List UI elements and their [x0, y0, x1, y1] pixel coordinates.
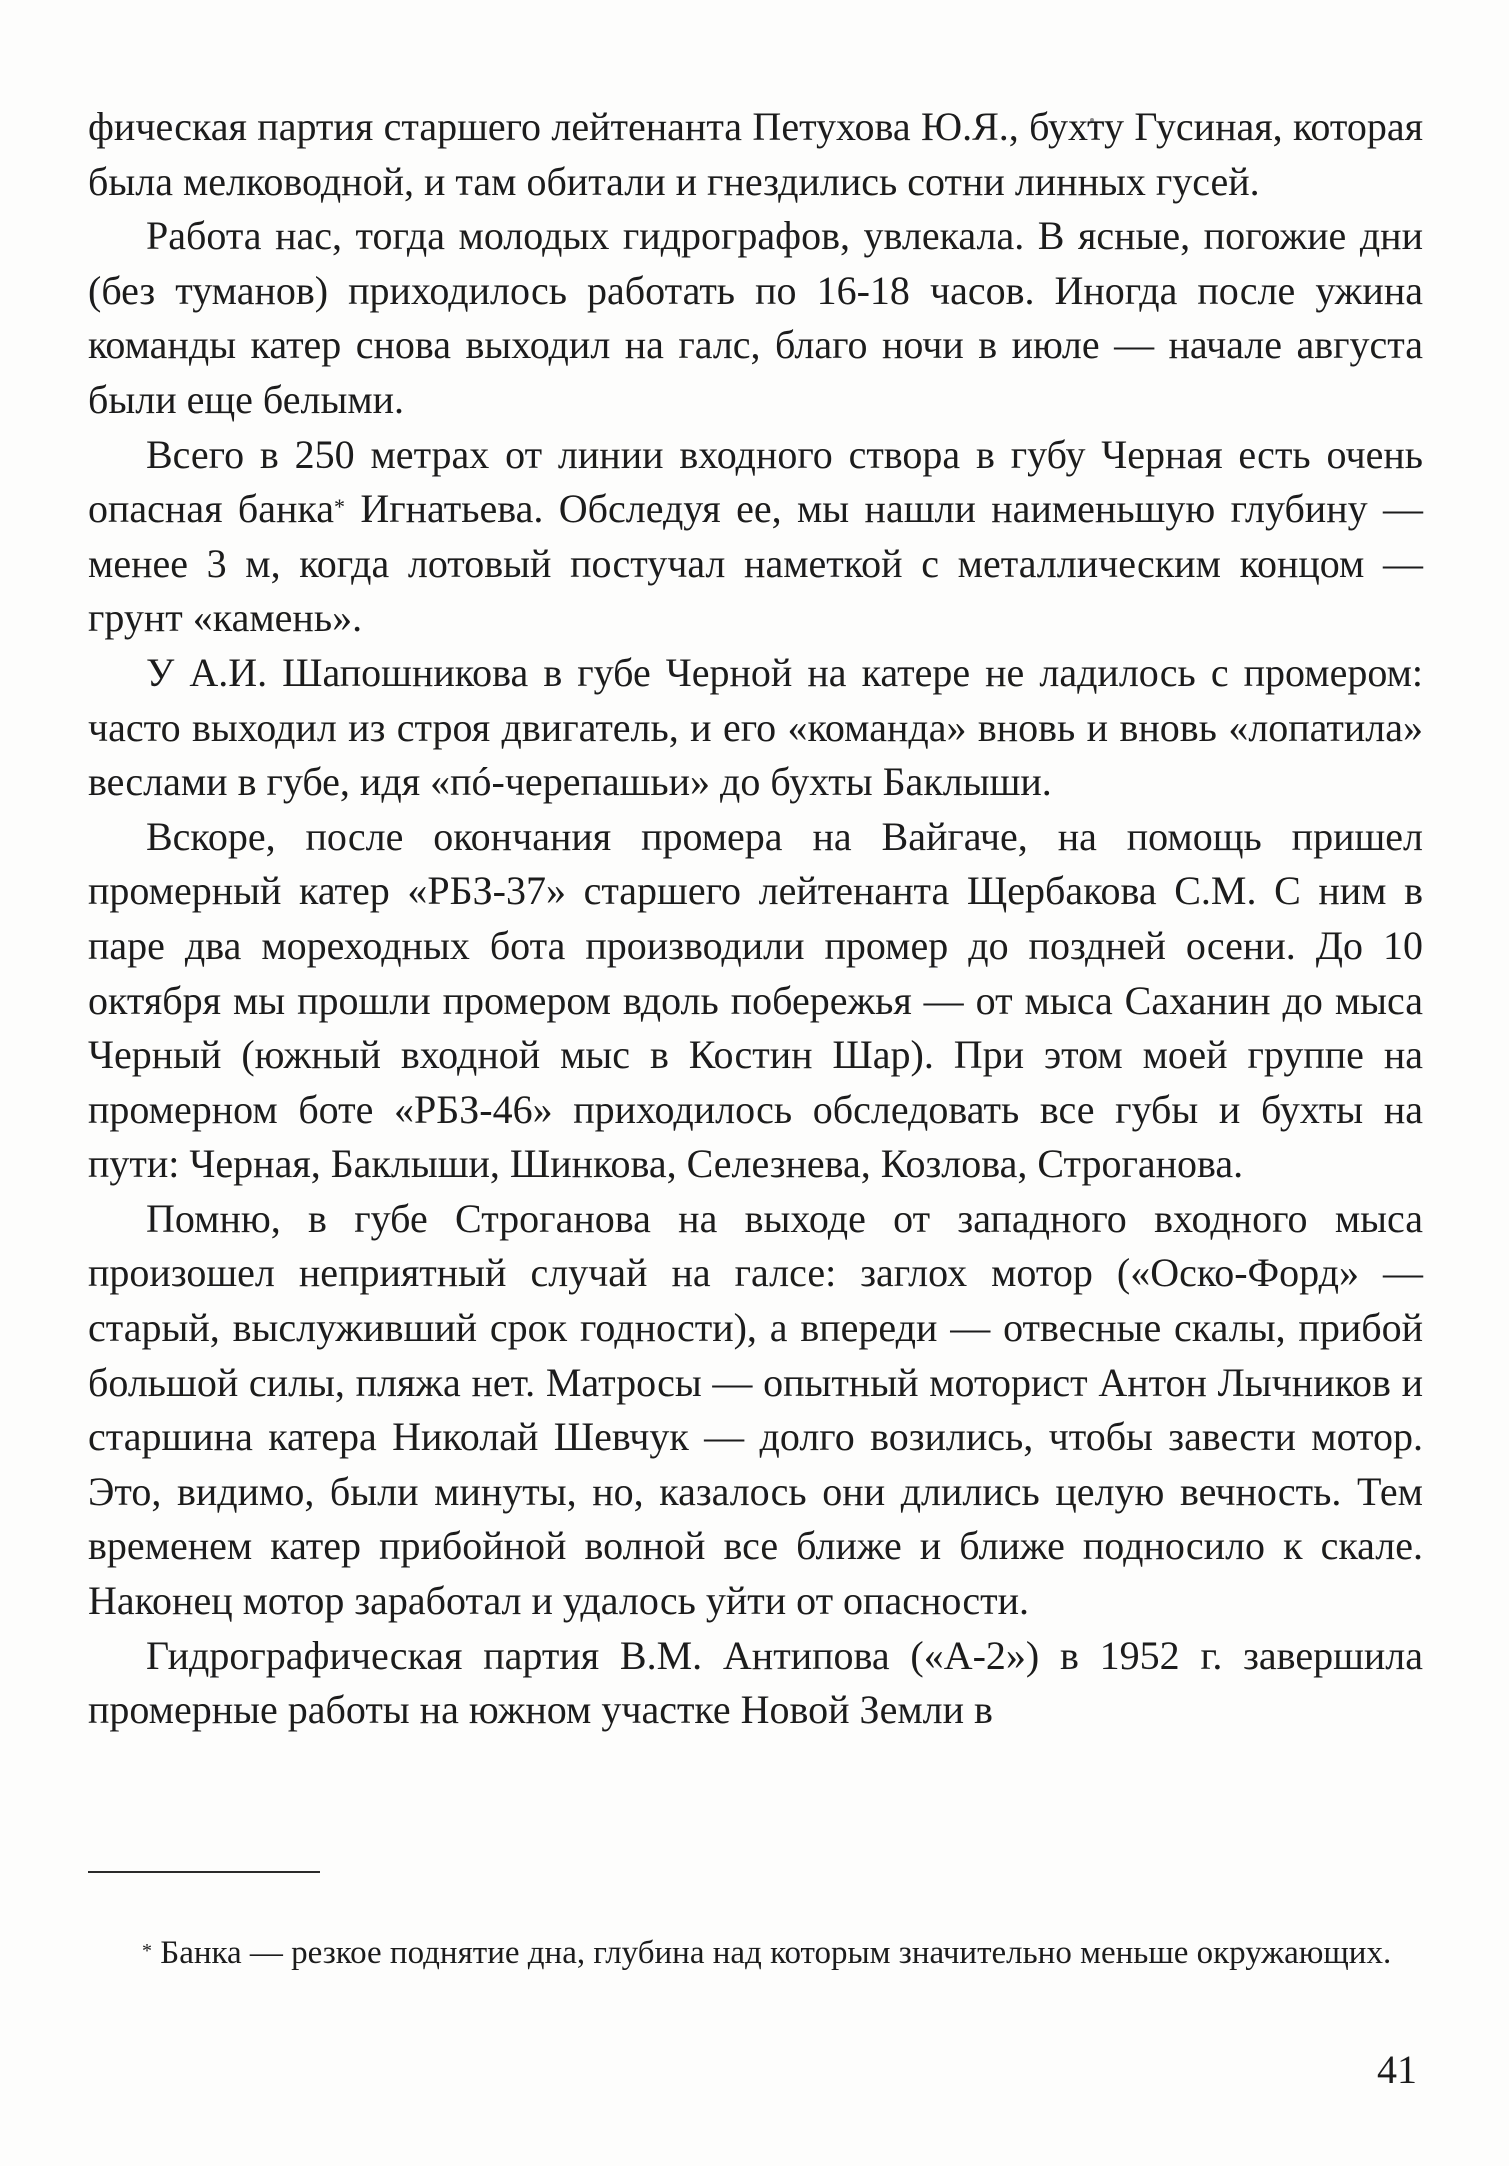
paragraph	[88, 646, 1423, 810]
footnote-text: Банка — резкое поднятие дна, глубина над которым значительно меньше окружающих.	[152, 1935, 1392, 1971]
paragraph	[88, 100, 1423, 209]
paragraph-text: Всего в 250 метрах от линии входного створа в губу Черная есть очень опасная банка	[88, 431, 1423, 532]
paragraph	[88, 428, 1423, 646]
paragraph-text: Работа нас, тогда молодых гидрографов, увлекала. В ясные, погожие дни (без туманов) приходилось работать по 16-18 часов. Иногда после ужина команды катер снова выходил на галс, благо ночи в июле — начале августа были еще белыми.	[88, 213, 1423, 422]
paragraph-text: Вскоре, после окончания промера на Вайгаче, на помощь пришел промерный катер «РБЗ-37» старшего лейтенанта Щербакова С.М. С ним в паре два мореходных бота производили промер до поздней осени. До 10 октября мы прошли промером вдоль побережья — от мыса Саханин до мыса Черный (южный входной мыс в Костин Шар). При этом моей группе на промерном боте «РБЗ-46» приходилось обследовать все губы и бухты на пути: Черная, Баклыши, Шинкова, Селезнева, Козлова, Строганова.	[88, 813, 1423, 1187]
paragraph	[88, 810, 1423, 1192]
footnote-divider	[88, 1871, 320, 1873]
paragraph-text: фическая партия старшего лейтенанта Петухова Ю.Я., бухту Гусиная, которая была мелководной, и там обитали и гнездились сотни линных гусей.	[88, 104, 1423, 204]
page-number: 41	[1377, 2047, 1417, 2092]
body-text	[88, 100, 1423, 1738]
paragraph-text: У А.И. Шапошникова в губе Черной на катере не ладилось с промером: часто выходил из строя двигатель, и его «команда» вновь и вновь «лопатила» веслами в губе, идя «пó-черепашьи» до бухты Баклыши.	[88, 649, 1423, 805]
paragraph	[88, 209, 1423, 427]
paragraph-text: Помню, в губе Строганова на выходе от западного входного мыса произошел неприятный случай на галсе: заглох мотор («Оско-Форд» — старый, выслуживший срок годности), а впереди — отвесные скалы, прибой большой силы, пляжа нет. Матросы — опытный моторист Антон Лычников и старшина катера Николай Шевчук — долго возились, чтобы завести мотор. Это, видимо, были минуты, но, казалось они длились целую вечность. Тем временем катер прибойной волной все ближе и ближе подносило к скале. Наконец мотор заработал и удалось уйти от опасности.	[88, 1195, 1423, 1624]
paragraph	[88, 1192, 1423, 1629]
paragraph-text-continued: Игнатьева. Обследуя ее, мы нашли наименьшую глубину — менее 3 м, когда лотовый постучал наметкой с металлическим концом — грунт «камень».	[88, 486, 1423, 641]
footnote-marker: *	[142, 1940, 152, 1962]
footnote-reference: *	[333, 494, 345, 520]
paragraph-text: Гидрографическая партия В.М. Антипова («А-2») в 1952 г. завершила промерные работы на южном участке Новой Земли в	[88, 1632, 1423, 1733]
footnote	[88, 1931, 1423, 1975]
paragraph	[88, 1629, 1423, 1738]
